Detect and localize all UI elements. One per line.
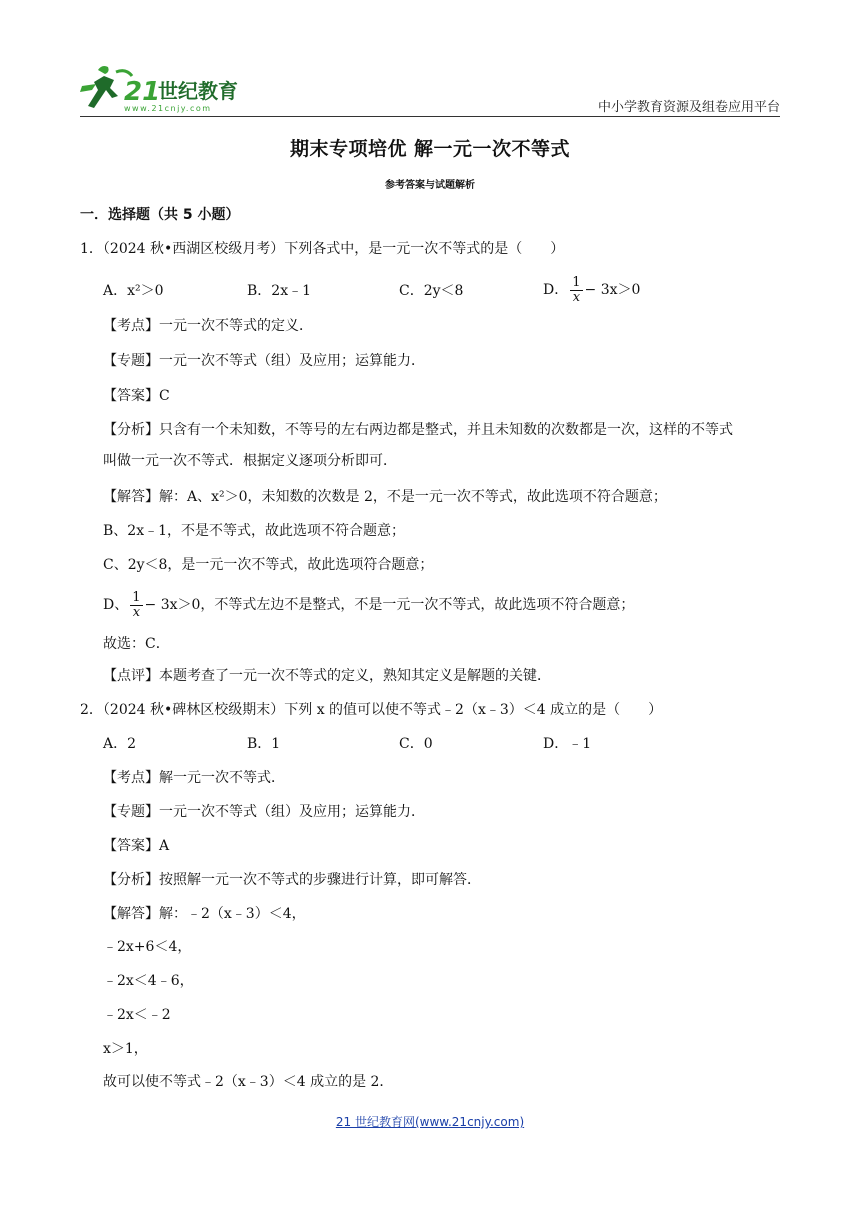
- q1-option-c: C．2y＜8: [399, 283, 464, 299]
- q1-choice: 故选：C．: [103, 636, 170, 652]
- footer-link[interactable]: 21 世纪教育网(www.21cnjy.com): [335, 1115, 525, 1129]
- page-header: [80, 62, 780, 117]
- q2-option-b: B．1: [247, 736, 281, 752]
- page-subtitle: 参考答案与试题解析: [385, 180, 475, 191]
- q2-option-a: A．2: [103, 736, 137, 752]
- q2-step-1: ﹣2x+6＜4，: [103, 939, 192, 955]
- q1-comment: 【点评】本题考查了一元一次不等式的定义，熟知其定义是解题的关键．: [103, 668, 551, 684]
- q1-analysis-line1: 【分析】只含有一个未知数，不等号的左右两边都是整式，并且未知数的次数都是一次，这样的不等式: [103, 422, 733, 438]
- q1-option-b: B．2x﹣1: [247, 283, 311, 299]
- q1-answer: 【答案】C: [103, 388, 170, 404]
- platform-name: 中小学教育资源及组卷应用平台: [597, 100, 780, 115]
- header-divider: [80, 116, 780, 117]
- section-heading: 一．选择题（共 5 小题）: [80, 207, 240, 223]
- q2-conclusion: 故可以使不等式﹣2（x﹣3）＜4 成立的是 2．: [103, 1074, 394, 1090]
- q1-kaodian: 【考点】一元一次不等式的定义．: [103, 318, 313, 334]
- q1-option-d: [543, 270, 640, 310]
- q1-solution-line3: C、2y＜8，是一元一次不等式，故此选项符合题意；: [103, 557, 434, 573]
- q1-option-d-fraction: $\frac{1}{x}$: [572, 274, 581, 305]
- q1-stem: 1．（2024 秋•西湖区校级月考）下列各式中，是一元一次不等式的是（ ）: [80, 241, 565, 257]
- q2-stem: 2．（2024 秋•碑林区校级期末）下列 x 的值可以使不等式﹣2（x﹣3）＜4 成立的是（ ）: [80, 702, 663, 718]
- q2-option-c: C．0: [399, 736, 433, 752]
- q1-solution-line1: 【解答】解：A、x²＞0，未知数的次数是 2，不是一元一次不等式，故此选项不符合题意；: [103, 489, 667, 505]
- q2-solution: 【解答】解：﹣2（x﹣3）＜4，: [103, 906, 306, 922]
- svg-text:21: 21: [124, 77, 161, 107]
- svg-text:www.21cnjy.com: www.21cnjy.com: [124, 104, 212, 113]
- q1-option-d-tail: − 3x＞0: [584, 282, 641, 298]
- svg-text:世纪教育: 世纪教育: [158, 79, 238, 103]
- q1-solution-fraction: $\frac{1}{x}$: [132, 589, 141, 620]
- q1-option-a: A．x²＞0: [103, 283, 164, 299]
- page-title: 期末专项培优 解一元一次不等式: [289, 138, 571, 160]
- q2-answer: 【答案】A: [103, 838, 170, 854]
- q2-step-2: ﹣2x＜4﹣6，: [103, 973, 194, 989]
- q2-step-4: x＞1，: [103, 1041, 148, 1057]
- q2-zhuanti: 【专题】一元一次不等式（组）及应用；运算能力．: [103, 804, 425, 820]
- runner-logo-icon: [80, 62, 250, 114]
- q2-analysis: 【分析】按照解一元一次不等式的步骤进行计算，即可解答．: [103, 872, 481, 888]
- q1-solution-line4: D、 $\frac{1}{x}$ − 3x＞0，不等式左边不是整式，不是一元一次不等式，故此选项不符合题意；: [103, 589, 635, 620]
- q1-zhuanti: 【专题】一元一次不等式（组）及应用；运算能力．: [103, 353, 425, 369]
- q2-step-3: ﹣2x＜﹣2: [103, 1007, 171, 1023]
- q2-option-d: D．﹣1: [543, 736, 592, 752]
- q1-analysis-line2: 叫做一元一次不等式．根据定义逐项分析即可．: [103, 453, 397, 469]
- q1-option-d-label: D．: [543, 282, 569, 298]
- logo: [80, 62, 250, 114]
- q1-solution-line2: B、2x﹣1，不是不等式，故此选项不符合题意；: [103, 523, 405, 539]
- q2-kaodian: 【考点】解一元一次不等式．: [103, 770, 285, 786]
